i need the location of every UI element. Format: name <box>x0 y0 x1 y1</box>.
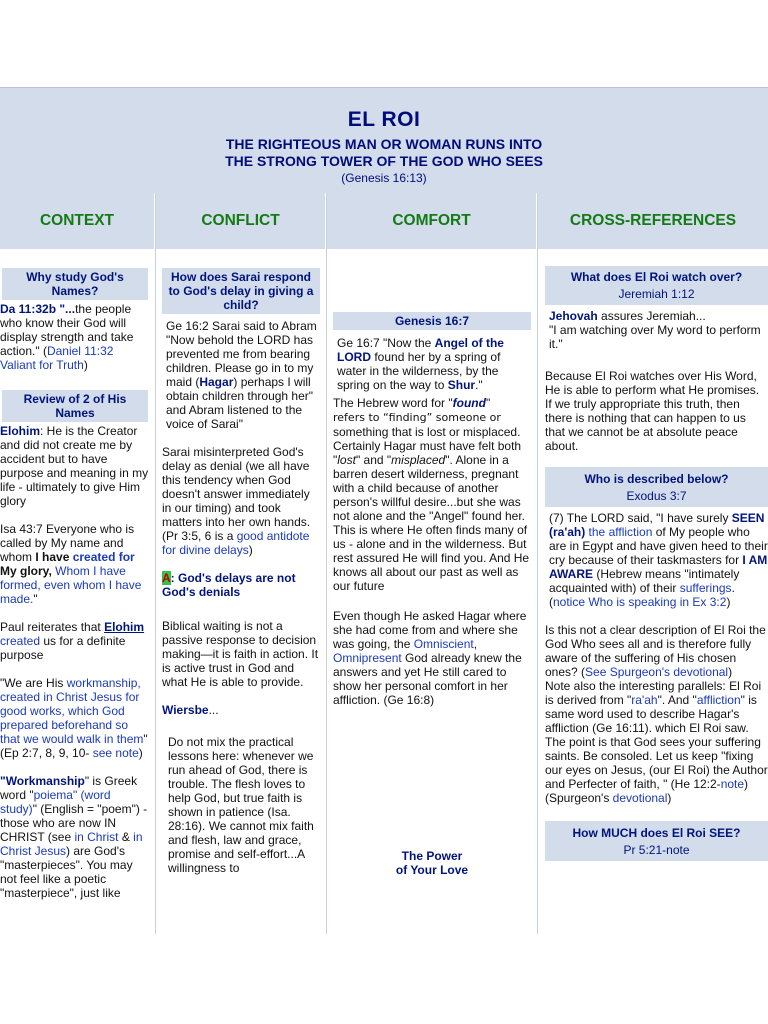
ex-text-3: (Hebrew means "intimately acquainted with) of their <box>549 567 740 595</box>
power-of-love-link-2[interactable]: of Your Love <box>395 863 469 877</box>
daniel-text: the people who know their God will display strength and take action." ( <box>0 302 134 358</box>
raah-link[interactable]: ra'ah <box>631 693 658 707</box>
crossref-box-described: Who is described below? <box>545 467 768 488</box>
valiant-link[interactable]: Valiant for Truth <box>0 358 84 372</box>
conflict-box-sarai: How does Sarai respond to God's delay in giving a child? <box>162 268 320 314</box>
genesis-16-2 <box>166 319 320 431</box>
elohim-text: : He is the Creator and did not create me by accident but to have purpose and meaning in my life - ultimately to give Him glory <box>0 424 149 508</box>
ge-text-1: Ge 16:2 Sarai said to Abram "Now behold the LORD has prevented me from bearing children. Please go in to my maid ( <box>166 319 317 389</box>
paul-text: Paul reiterates that <box>0 620 105 634</box>
lost-word: lost <box>337 453 356 467</box>
daniel-quote <box>0 302 150 372</box>
ex-text-1: (7) The LORD said, "I have surely <box>549 511 732 525</box>
paren: ) <box>728 665 733 679</box>
paul-rest: us for a definite purpose <box>0 634 126 662</box>
ex-text-4: . ( <box>549 581 735 609</box>
eph-text: "We are His <box>0 676 67 690</box>
wiersbe-link[interactable]: Wiersbe <box>162 703 209 717</box>
shur-link[interactable]: Shur <box>447 378 476 392</box>
ephesians-quote <box>0 676 150 760</box>
column-headers <box>0 193 768 249</box>
work-text: " is Greek word " <box>0 774 138 802</box>
delays-text: : God's delays are not God's denials <box>162 571 296 599</box>
conflict-column <box>162 250 320 934</box>
comfort-column <box>333 250 531 934</box>
scripture-reference: (Genesis 16:13) <box>341 171 427 185</box>
created-link[interactable]: created for <box>72 550 135 564</box>
see-note-link[interactable]: see note <box>92 746 139 760</box>
column-divider <box>537 193 538 934</box>
spurgeon-link[interactable]: See Spurgeon's devotional <box>585 665 729 679</box>
sufferings-link[interactable]: sufferings <box>679 581 732 595</box>
waiting-paragraph: Biblical waiting is not a passive response to decision making—it is faith in action. It is active trust in God and what He is able to provide. <box>162 619 319 689</box>
affliction-link-2[interactable]: affliction <box>696 693 741 707</box>
delays-statement <box>162 571 320 599</box>
workmanship-paragraph <box>0 774 150 900</box>
crossref-box-watch: What does El Roi watch over? <box>545 266 768 286</box>
hagar-link[interactable]: Hagar <box>199 375 234 389</box>
study-sheet <box>0 87 768 934</box>
isaiah-quote <box>0 522 150 606</box>
ge-text-1: Ge 16:7 "Now the <box>337 336 435 350</box>
eph-blue: workmanship, created in Christ Jesus for good works, which God prepared beforehand so that we would walk in them <box>0 676 144 746</box>
paul-paragraph <box>0 620 150 662</box>
jer-text-2: "I am watching over My word to perform it." <box>549 323 761 351</box>
ge-text-2: found her by a spring of water in the wilderness, by the spring on the way to <box>337 350 501 392</box>
paren: ) <box>138 746 143 760</box>
context-box-review: Review of 2 of His Names <box>2 390 148 422</box>
angel-link[interactable]: Angel of the LORD <box>337 336 504 364</box>
exodus-link[interactable]: Exodus 3:7 <box>545 488 768 507</box>
context-box-why-study: Why study God's Names? <box>2 268 148 300</box>
antidote-link[interactable]: good antidote for divine delays <box>162 529 310 557</box>
power-of-love-link[interactable]: The Power <box>401 849 463 863</box>
subtitle-line-2: THE STRONG TOWER OF THE GOD WHO SEES <box>225 153 543 169</box>
crossref-box-how-much: How MUCH does El Roi SEE? <box>545 821 768 842</box>
isaiah-glory: My glory, <box>0 564 52 578</box>
jer-text-1: assures Jeremiah... <box>597 309 706 323</box>
poiema-link[interactable]: poiema" (word study) <box>0 788 111 816</box>
i-am-aware-link[interactable]: I AM AWARE <box>549 553 768 581</box>
affliction-link[interactable]: the affliction <box>588 525 653 539</box>
wiersbe-quote: Do not mix the practical lessons here: whenever we run ahead of God, there is trouble. The flesh loves to help God, but true faith is shown in patience (Isa. 28:16). We cannot mix faith and flesh, law and grace, promise and self-effort...A willingness to <box>168 735 314 875</box>
isnot-text: Is this not a clear description of El Roi the God Who sees all and is therefore fully aware of the suffering of His chosen ones? ( <box>545 623 766 679</box>
header-conflict: CONFLICT <box>156 193 327 249</box>
jeremiah-link[interactable]: Jeremiah 1:12 <box>545 286 768 305</box>
hebrew-1: The Hebrew word for " <box>333 396 453 410</box>
column-divider <box>155 193 156 934</box>
ge-text-2: ) perhaps I will obtain children through her" and Abram listened to the voice of Sarai" <box>166 375 314 431</box>
work-rest: ) are God's "masterpieces". You may not feel like a poetic "masterpiece", just like <box>0 844 133 900</box>
workmanship-bold: "Workmanship <box>0 774 85 788</box>
found-link[interactable]: found <box>452 396 486 410</box>
in-christ-link[interactable]: in Christ <box>74 830 119 844</box>
highlight-letter: A <box>162 571 171 585</box>
misplaced-word: misplaced <box>391 453 446 467</box>
refers-text: refers to “finding” someone or <box>333 411 501 424</box>
quote-mark: " <box>33 592 38 606</box>
parallels-paragraph <box>545 679 768 805</box>
title-banner <box>0 87 768 193</box>
elohim-link[interactable]: Elohim <box>0 424 41 438</box>
isaiah-blue: Whom I have formed, even whom I have made. <box>0 564 142 606</box>
isaiah-text: Isa 43:7 Everyone who is called by My name and whom <box>0 522 135 564</box>
omnipresent-link[interactable]: Omnipresent <box>333 651 402 665</box>
notice-link[interactable]: notice Who is speaking in Ex 3:2 <box>553 595 727 609</box>
genesis-16-7 <box>337 336 531 392</box>
hebrew-found-paragraph <box>333 396 531 593</box>
paren: ) <box>667 791 672 805</box>
quote-mark: " <box>485 396 491 410</box>
note-3: " is same word used to describe Hagar's affliction (Ge 16:11). which El Roi saw. The point is that God sees your suffering saints. Be consoled. Let us keep "fixing our eyes on Jesus, (our El Roi) the Author and Perfecter of faith, " (He 12:2- <box>545 693 768 791</box>
subtitle-line-1: THE RIGHTEOUS MAN OR WOMAN RUNS INTO <box>225 136 543 152</box>
because-paragraph: Because El Roi watches over His Word, He is able to perform what He promises. If we truly appropriate this truth, then there is nothing that can happen to us that we cannot be at absolute peace about. <box>545 369 760 453</box>
created-link-2[interactable]: created <box>0 634 41 648</box>
even-1: Even though He asked Hagar where she had come from and where she was going, the <box>333 609 527 651</box>
note-4: ) (Spurgeon's <box>545 777 749 805</box>
ellipsis: ... <box>208 703 219 717</box>
work-eng: " (English = "poem") - those who are now IN CHRIST (see <box>0 802 148 844</box>
omniscient-paragraph <box>333 609 531 707</box>
even-2: God already knew the answers and yet He still cared to show her personal comfort in her affliction. (Ge 16:8) <box>333 651 522 707</box>
page-title: EL ROI <box>347 108 421 131</box>
paren: ) <box>83 358 88 372</box>
elohim-paragraph <box>0 424 150 508</box>
column-divider <box>326 193 327 934</box>
and-word: " and " <box>355 453 392 467</box>
quote-close: ." <box>475 378 483 392</box>
proverbs-link[interactable]: Pr 5:21-note <box>545 842 768 861</box>
hebrews-note-link[interactable]: note <box>720 777 745 791</box>
devotional-link[interactable]: devotional <box>612 791 668 805</box>
amp: & <box>118 830 134 844</box>
hebrew-4: ". Alone in a barren desert wilderness, pregnant with a child because of another person's willful desire...but she was not alone and the "Angel" found her. This is where He often finds many of us - alone and in the wilderness. But rest assured He will find you. And He knows all about our past as well as our future <box>333 453 530 593</box>
hebrew-3: something that is lost or misplaced. Certainly Hagar must have felt both " <box>333 425 522 467</box>
header-cross-references: CROSS-REFERENCES <box>569 212 737 229</box>
comfort-box-genesis: Genesis 16:7 <box>333 312 531 330</box>
paren: ) <box>248 543 253 557</box>
header-comfort: COMFORT <box>327 193 538 249</box>
exodus-paragraph: (7) The LORD said, "I have surely SEEN (ra'ah) the affliction of My people who are in Egypt and have given heed to their cry because of their taskmasters for I AM AWARE (Hebrew means "intimately acquainted with) of their sufferings. (notice Who is speaking in Ex 3:2) <box>549 511 768 609</box>
context-column <box>0 250 150 934</box>
seen-link[interactable]: SEEN <box>731 511 765 525</box>
paren: ) <box>726 595 731 609</box>
wiersbe-line <box>162 703 320 717</box>
daniel-link[interactable]: Daniel 11:32 <box>46 344 114 358</box>
header-context: CONTEXT <box>0 193 156 249</box>
jehovah-link[interactable]: Jehovah <box>549 309 598 323</box>
sarai-paragraph <box>162 445 320 557</box>
note-2: ". And " <box>657 693 697 707</box>
isnot-paragraph <box>545 623 768 679</box>
cross-references-column <box>545 250 768 934</box>
jeremiah-paragraph <box>549 309 768 351</box>
comma: , <box>473 637 478 651</box>
isaiah-bold: I have <box>35 550 73 564</box>
elohim-link-2[interactable]: Elohim <box>104 620 145 634</box>
in-christ-jesus-link[interactable]: in Christ Jesus <box>0 830 143 858</box>
omniscient-link[interactable]: Omniscient <box>413 637 474 651</box>
sarai-text: Sarai misinterpreted God's delay as denial (we all have this tendency when God doesn't answer immediately in our timing) and took matters into her own hands. (Pr 3:5, 6 is a <box>162 445 311 543</box>
note-1: Note also the interesting parallels: El Roi is derived from " <box>545 679 762 707</box>
raah-bold: (ra'ah) <box>549 525 586 539</box>
eph-ref: " (Ep 2:7, 8, 9, 10- <box>0 732 148 760</box>
daniel-ref: Da 11:32b "... <box>0 302 76 316</box>
